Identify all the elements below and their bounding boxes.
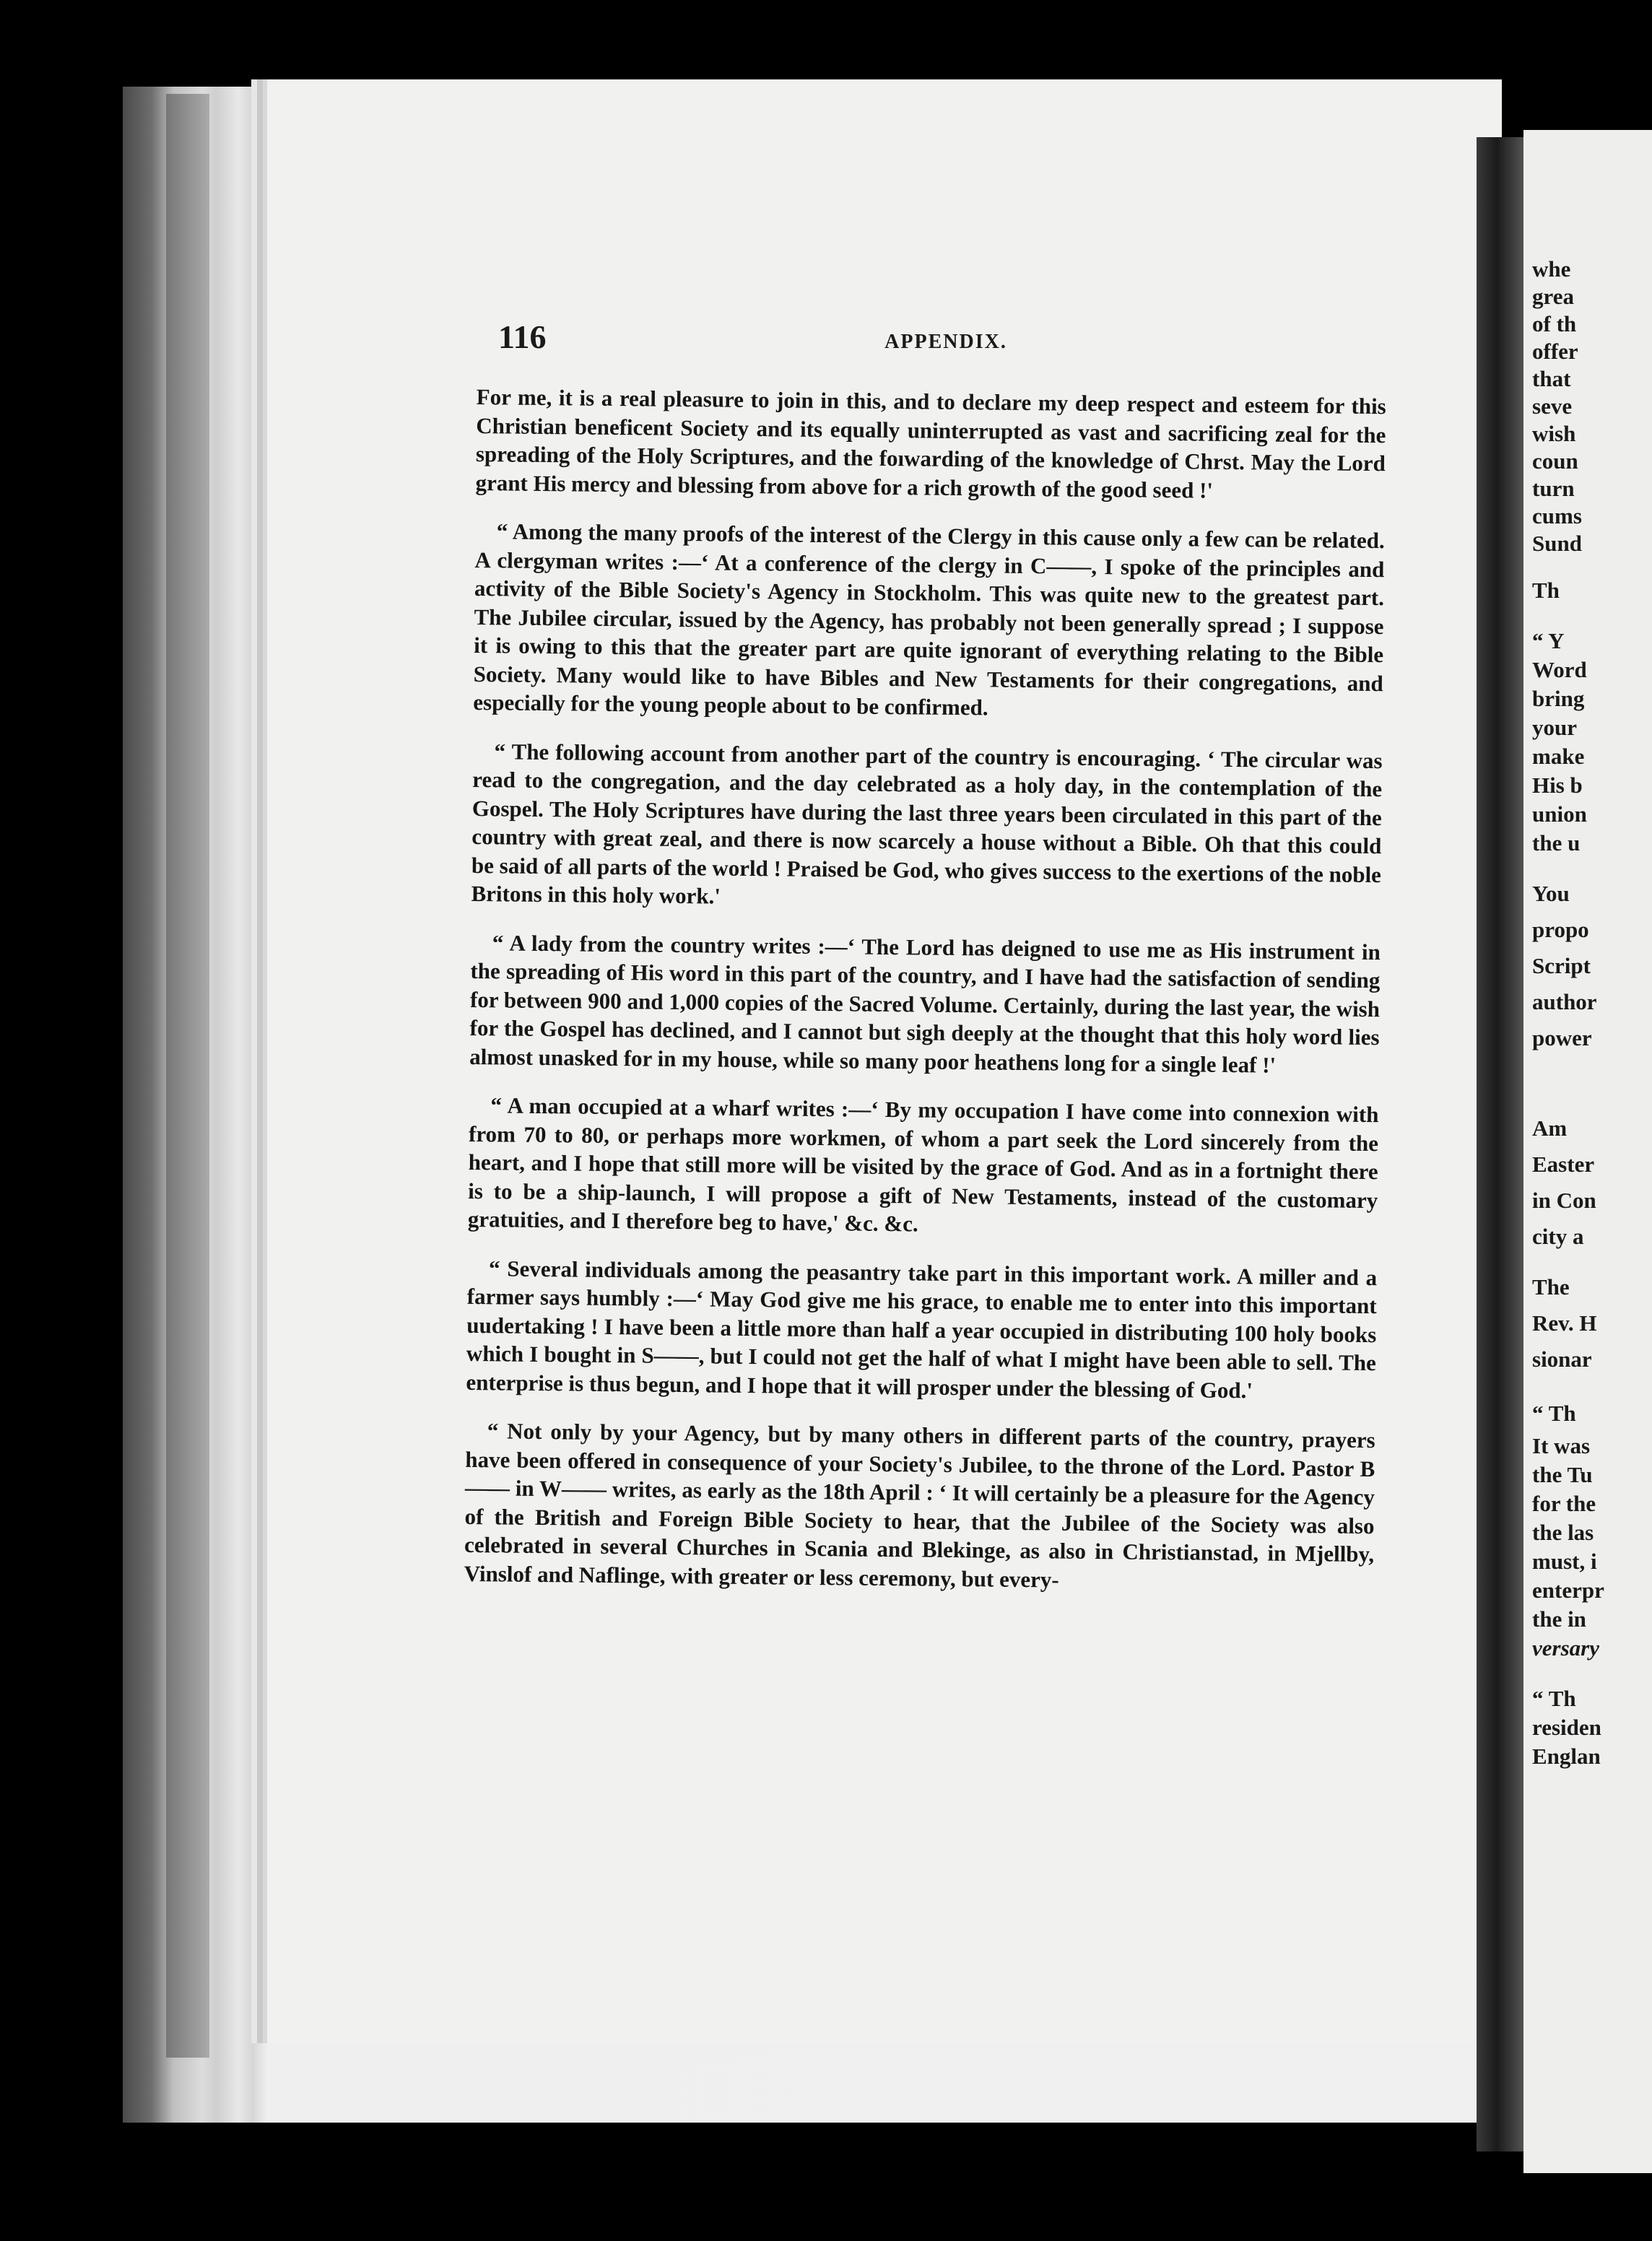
facing-page-line: The: [1532, 1274, 1570, 1300]
body-text: [461, 383, 1386, 1908]
facing-page-line: Rev. H: [1532, 1310, 1597, 1336]
facing-page-line: for the: [1532, 1491, 1596, 1516]
facing-page-line: that: [1532, 366, 1571, 391]
facing-page-line: must, i: [1532, 1549, 1597, 1574]
paragraph: “ The following account from another part of the country is encouraging. ‘ The circular was read to the congregation, and the day celebrated as a holy day, in the contemplation of the Gospel. The Holy Scriptures have during the last three years been circulated in this part of the country with great zeal, and there is now scarcely a house without a Bible. Oh that this could be said of all parts of the world ! Praised be God, who gives success to the exertions of the noble Britons in this holy work.': [471, 738, 1383, 909]
facing-page-line: Easter: [1532, 1152, 1595, 1177]
facing-page-line: Script: [1532, 953, 1591, 978]
book-gutter: [1477, 137, 1527, 2151]
facing-page-line: “ Th: [1532, 1401, 1576, 1426]
facing-page-line: It was: [1532, 1433, 1591, 1458]
book-spine-shadow: [166, 94, 209, 2058]
facing-page-line: the Tu: [1532, 1462, 1593, 1487]
facing-page-line: residen: [1532, 1715, 1601, 1740]
facing-page-line: wish: [1532, 421, 1576, 446]
facing-page-line: coun: [1532, 448, 1578, 474]
facing-page-line: city a: [1532, 1224, 1584, 1249]
paragraph: “ A man occupied at a wharf writes :—‘ By my occupation I have come into connexion with from 70 to 80, or perhaps more workmen, of whom a part seek the Lord sincerely from the heart, and I hope that still more will be visited by the grace of God. And as in a fortnight there is to be a ship-launch, I will propose a gift of New Testaments, instead of the customary gratuities, and I therefore beg to have,' &c. &c.: [467, 1092, 1379, 1237]
facing-page-line: in Con: [1532, 1188, 1596, 1213]
facing-page-line: author: [1532, 989, 1597, 1014]
facing-page-line: Englan: [1532, 1744, 1601, 1769]
facing-page-line: Th: [1532, 578, 1560, 603]
facing-page-line: “ Y: [1532, 628, 1565, 653]
facing-page-line: versary: [1532, 1635, 1599, 1661]
facing-page-line: grea: [1532, 284, 1574, 309]
paragraph: “ A lady from the country writes :—‘ The Lord has deigned to use me as His instrument in the spreading of His word in this part of the country, and I have had the satisfaction of sending for between 900 and 1,000 copies of the Sacred Volume. Certainly, during the last year, the wish for the Gospel has declined, and I cannot but sigh deeply at the thought that this holy word lies almost unasked for in my house, while so many poor heathens long for a single leaf !': [469, 929, 1381, 1078]
facing-page-line: “ Th: [1532, 1686, 1576, 1711]
paragraph: “ Several individuals among the peasantry take part in this important work. A miller and a farmer says humbly :—‘ May God give me his grace, to enable me to enter into this important uudertaking ! I have been a little more than half a year occupied in distributing 100 holy books which I bought in S——, but I could not get the half of what I might have been able to sell. The enterprise is thus begun, and I hope that it will prosper under the blessing of God.': [466, 1255, 1378, 1403]
paragraph: “ Not only by your Agency, but by many others in different parts of the country, prayers have been offered in consequence of your Society's Jubilee, to the throne of the Lord. Pastor B—— in W—— writes, as early as the 18th April : ‘ It will certainly be a pleasure for the Agency of the British and Foreign Bible Society to hear, that the Jubilee of the Society was also celebrated in several Churches in Scania and Blekinge, as also in Christianstad, in Mjellby, Vinslof and Naflinge, with greater or less ceremony, but every-: [464, 1418, 1375, 1593]
facing-page-line: the u: [1532, 830, 1581, 856]
facing-page-line: whe: [1532, 256, 1571, 282]
facing-page-line: You: [1532, 881, 1570, 906]
facing-page-line: cums: [1532, 503, 1582, 528]
facing-page-line: bring: [1532, 686, 1585, 711]
page-header: [498, 318, 1394, 361]
paragraph: For me, it is a real pleasure to join in this, and to declare my deep respect and esteem for this Christian beneficent Society and its equally uninterrupted as vast and sacrificing zeal for the spreading of the Holy Scriptures, and the foıwarding of the knowledge of Chrst. May the Lord grant His mercy and blessing from above for a rich growth of the good seed !': [475, 383, 1386, 503]
facing-page-line: turn: [1532, 476, 1575, 501]
facing-page-line: Sund: [1532, 531, 1582, 556]
facing-page-line: Word: [1532, 657, 1587, 682]
facing-page-line: of th: [1532, 311, 1577, 336]
facing-page-line: enterpr: [1532, 1578, 1604, 1603]
facing-page-line: sionar: [1532, 1346, 1592, 1372]
facing-page-line: Am: [1532, 1115, 1568, 1141]
page-number: 116: [498, 318, 547, 355]
facing-page-line: the las: [1532, 1520, 1594, 1545]
running-head: APPENDIX.: [884, 331, 1007, 353]
facing-page-line: your: [1532, 715, 1577, 740]
facing-page-line: power: [1532, 1025, 1592, 1050]
facing-page-line: seve: [1532, 393, 1573, 419]
facing-page-line: His b: [1532, 773, 1583, 798]
paragraph: “ Among the many proofs of the interest of the Clergy in this cause only a few can be related. A clergyman writes :—‘ At a conference of the clergy in C——, I spoke of the principles and activity of the Bible Society's Agency in Stockholm. This was quite new to the greatest part. The Jubilee circular, issued by the Agency, has probably not been generally spread ; I suppose it is owing to this that the greater part are quite ignorant of everything relating to the Bible Society. Many would like to have Bibles and New Testaments for their congregations, and especially for the young people about to be confirmed.: [473, 518, 1385, 721]
facing-page-line: union: [1532, 801, 1587, 827]
facing-page-line: offer: [1532, 339, 1578, 364]
facing-page-line: the in: [1532, 1606, 1586, 1632]
facing-page-fragment: [1523, 130, 1652, 2173]
facing-page-line: propo: [1532, 917, 1589, 942]
facing-page-line: make: [1532, 744, 1585, 769]
